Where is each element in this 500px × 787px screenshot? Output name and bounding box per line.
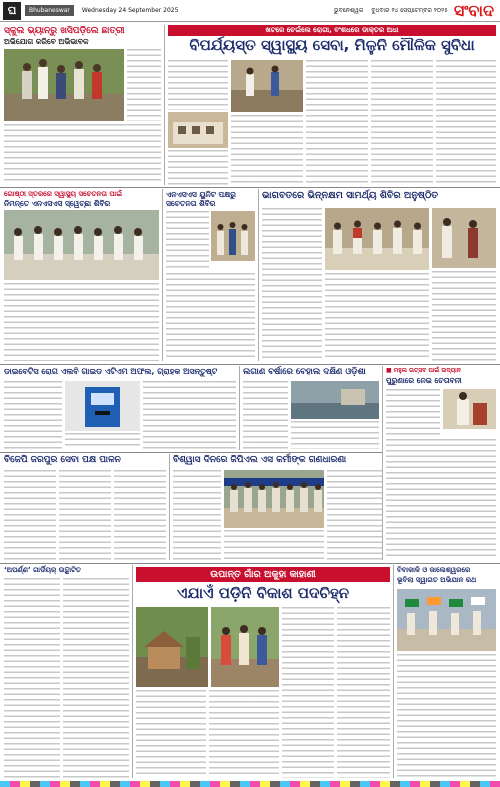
story-dharana-col2 <box>224 530 324 560</box>
kicker-mahul: ■ ମହୁଲ ଉତ୍ସବ ପାଇଁ ଉଦ୍ୟାନ <box>386 367 461 374</box>
story-nss-camp-body <box>4 283 159 361</box>
story-bjp-col2 <box>59 470 111 560</box>
story-disability-col2 <box>325 273 429 361</box>
story-development-col2 <box>209 690 279 778</box>
village-photo-2 <box>211 607 279 687</box>
story-nss-awareness-body <box>166 273 255 361</box>
kicker-hospital: ଖଟରେ ଚେଇଁଲେ ରୋଗୀ, ବଂଶଧରେ ଡାକ୍ତର ଅଧା <box>168 25 496 36</box>
rain-photo <box>291 381 379 419</box>
rath-photo <box>397 589 496 651</box>
story-bjp-col3 <box>114 470 166 560</box>
edition-date: Wednesday 24 September 2025 <box>81 7 179 14</box>
story-rath-body <box>397 654 496 778</box>
story-school-van-column-a <box>127 49 161 121</box>
nss-camp-photo <box>4 210 159 280</box>
story-inauguration-col1 <box>4 578 60 778</box>
headline-disability-camp: ଭାଗବତରେ ଭିନ୍ନକ୍ଷମ ସାମର୍ଥ୍ୟ ଶିବିର ଅନୁଷ୍ଠିତ <box>262 190 439 201</box>
story-health-col1b <box>168 150 228 185</box>
story-dharana-col3 <box>327 470 382 560</box>
headline-bjp: ବିଜେପି ଜରପୁର ସେବା ପକ୍ଷ ପାଳନ <box>4 455 121 465</box>
nss-awareness-photo <box>211 211 255 261</box>
subheadline-school-van: ଅଭିଯୋଗ କରିବେ ଅଭିଭାବକ <box>4 37 89 46</box>
story-development-col4 <box>337 607 390 778</box>
story-health-col5 <box>436 60 496 185</box>
story-disability-col1 <box>262 208 322 361</box>
story-nss-awareness-col1 <box>166 211 209 271</box>
story-health-col4 <box>371 60 433 185</box>
story-rain-col1 <box>243 381 288 449</box>
village-photo-1 <box>136 607 208 687</box>
subheadline-nss-camp: ନିମନ୍ତେ ଏନଏସଏସ ସ୍ୱେଚ୍ଛା ଶିବିର <box>4 199 111 208</box>
newspaper-logo: ସଂବାଦ <box>453 0 494 20</box>
story-development-col3 <box>282 607 334 778</box>
dharana-photo <box>224 470 324 528</box>
headline-inauguration: ‘ଅପର୍ଣ୍ଣ’ ଗାର୍ଡିୟର୍ ଉଦ୍ଘାଟିତ <box>4 566 81 574</box>
subheadline-rath: ଭୂବିଲା ସ୍ୱାଗତ ଅଭିଯାନ ରଥ <box>397 576 477 584</box>
story-dharana-col1 <box>173 470 221 560</box>
headline-health-services: ବିପର୍ଯ୍ୟସ୍ତ ସ୍ୱାସ୍ଥ୍ୟ ସେବା, ମିଳୁନି ମୌଳିକ ସୁବିଧା <box>189 36 475 54</box>
story-health-col3 <box>306 60 368 185</box>
disability-camp-photo <box>325 208 429 270</box>
story-atm-col2 <box>65 433 140 449</box>
story-atm-col3 <box>143 381 236 449</box>
story-mahul-col2 <box>386 439 496 560</box>
headline-nss-awareness: ଏନଏସଏସ ୟୁନିଟ ପକ୍ଷରୁ <box>166 190 236 199</box>
headline-nss-camp: ଗୋଷ୍ଠୀ ସ୍ତରରେ ସ୍ୱାସ୍ଥ୍ୟ ସଚେତନତା ପାଇଁ <box>4 190 123 198</box>
story-rain-col2 <box>291 421 379 449</box>
headline-mahul: ପୁରୁଣାରେ ନେଇ ଚେତାବନୀ <box>386 376 462 385</box>
print-registration-strip <box>0 781 500 787</box>
story-mahul-col1 <box>386 389 440 437</box>
mahul-photo <box>443 389 496 429</box>
edition-date-odia: ବୁଧବାର ୨୪ ସେପ୍ଟେମ୍ବର ୨୦୨୫ <box>371 6 448 14</box>
disability-camp-photo-2 <box>432 208 496 268</box>
headline-rain: ଲଗାଣ ବର୍ଷାରେ ବେହାଲ ଦକ୍ଷିଣ ଓଡ଼ିଶା <box>243 367 366 377</box>
story-school-van-body <box>4 124 161 184</box>
story-inauguration-col2 <box>63 578 129 778</box>
story-health-col2 <box>231 115 303 185</box>
atm-photo <box>65 381 140 431</box>
masthead <box>0 0 500 22</box>
story-development-col1 <box>136 690 206 778</box>
school-van-photo <box>4 49 124 121</box>
story-disability-col3 <box>432 271 496 361</box>
page-number: ଘ <box>3 2 21 20</box>
edition-city-odia: ଭୁବନେଶ୍ୱର <box>333 6 364 14</box>
headline-school-van: ସ୍କୁଲ ଭ୍ୟାନ୍‌ରୁ ଖସିପଡ଼ିଲେ ଛାତ୍ରୀ <box>4 26 125 36</box>
headline-dharana: ବିଶ୍ୱାସ ଦିନରେ ଜିପିଏଲ ଏସ କର୍ମୀଙ୍କ ଗଣଧାରଣା <box>173 455 347 465</box>
banner-village-story: ଉପାନ୍ତ ଗାଁର ଅକୁହା କାହାଣୀ <box>136 567 390 582</box>
hospital-photo-1 <box>168 112 228 148</box>
story-bjp-col1 <box>4 470 56 560</box>
story-health-col1 <box>168 60 228 110</box>
headline-development: ଏଯାଏଁ ପଡ଼ିନି ବିକାଶ ପଦଚିହ୍ନ <box>176 584 350 602</box>
hospital-photo-2 <box>231 60 303 112</box>
subheadline-nss-awareness: ସଚେତନତା ଶିବିର <box>166 199 216 208</box>
story-atm-col1 <box>4 381 62 449</box>
headline-rath: ବିବାକାଳି ଓ ଜାଲେଶ୍ୱରରେ <box>397 566 471 574</box>
headline-atm: ଡାଇବେଟିସ ରୋଗ ଏଲବି ଗାଇଡ ଏଟିଏମ ଅଫଲ, ଗ୍ରାହକ ଅସନ୍ତୁଷ୍ଟ <box>4 367 218 376</box>
edition-city: Bhubaneswar <box>25 5 74 16</box>
